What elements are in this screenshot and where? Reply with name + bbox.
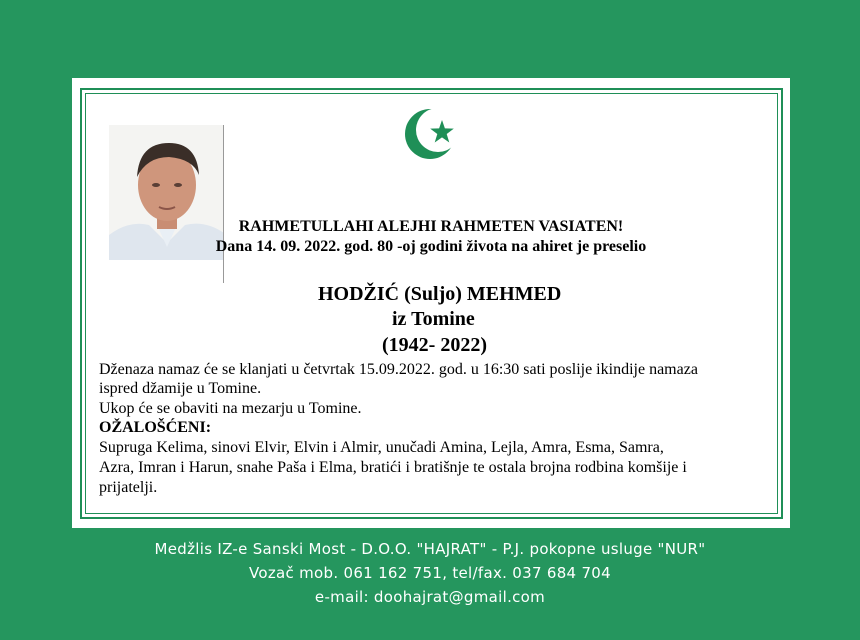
origin-text: iz Tomine bbox=[392, 308, 475, 330]
footer-email: e-mail: doohajrat@gmail.com bbox=[314, 588, 546, 606]
crescent-star-icon bbox=[402, 104, 458, 160]
mourners-line: Supruga Kelima, sinovi Elvir, Elvin i Almir, unučadi Amina, Lejla, Amra, Esma, Samra, bbox=[99, 439, 664, 456]
footer-phone: Vozač mob. 061 162 751, tel/fax. 037 684 704 bbox=[248, 564, 611, 582]
photo-divider bbox=[223, 125, 224, 283]
heading-text: RAHMETULLAHI ALEJHI RAHMETEN VASIATEN! bbox=[238, 218, 624, 235]
body-line: Ukop će se obaviti na mezarju u Tomine. bbox=[99, 400, 362, 417]
mourners-line: Azra, Imran i Harun, snahe Paša i Elma, bratići i bratišnje te ostala brojna rodbina komšije i bbox=[99, 459, 687, 476]
obituary-card bbox=[72, 78, 790, 528]
footer-company: Medžlis IZ-e Sanski Most - D.O.O. "HAJRAT" - P.J. pokopne usluge "NUR" bbox=[154, 540, 706, 558]
years-text: (1942- 2022) bbox=[382, 334, 487, 356]
subheading-text: Dana 14. 09. 2022. god. 80 -oj godini života na ahiret je preselio bbox=[215, 238, 647, 255]
mourners-label: OŽALOŠĆENI: bbox=[99, 419, 212, 436]
deceased-name: HODŽIĆ (Suljo) MEHMED bbox=[318, 283, 562, 305]
body-line: ispred džamije u Tomine. bbox=[99, 380, 262, 397]
mourners-line: prijatelji. bbox=[99, 479, 158, 496]
body-line: Dženaza namaz će se klanjati u četvrtak 15.09.2022. god. u 16:30 sati poslije ikindije namaza bbox=[99, 361, 698, 378]
